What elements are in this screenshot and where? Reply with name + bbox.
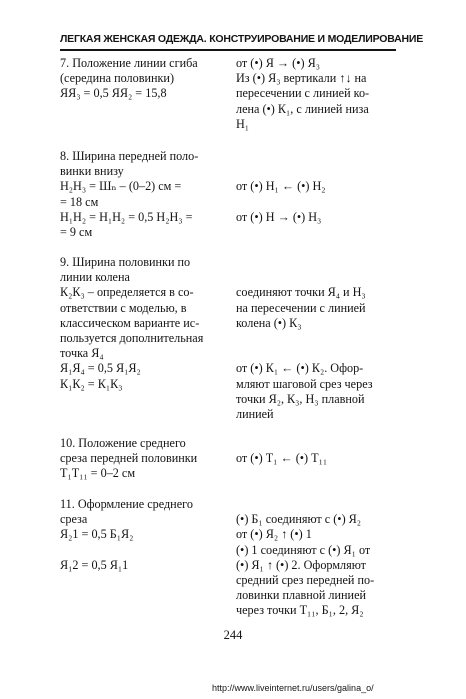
footer-url: http://www.liveinternet.ru/users/galina_o/	[212, 683, 374, 693]
s8-left-6: = 9 см	[60, 225, 93, 240]
s7-left-2: (середина половинки)	[60, 71, 175, 86]
s10-left-2: среза передней половинки	[60, 451, 198, 466]
section-10	[60, 436, 400, 482]
s11-right-8: через точки Т₁₁, Б₁, 2, Я₂	[236, 603, 364, 618]
s11-right-5: (•) Я₁ ↑ (•) 2. Оформляют	[236, 557, 366, 572]
s11-left-2: среза	[60, 512, 88, 527]
s9-left-3: К₂К₃ – определяется в со-	[60, 285, 194, 300]
s10-left-3: Т₁Т₁₁ = 0–2 см	[60, 466, 136, 481]
s9-right-5: колена (•) К₃	[236, 315, 302, 330]
page-number: 244	[223, 628, 243, 642]
s9-left-7: точка Я₄	[60, 346, 104, 361]
running-header: ЛЕГКАЯ ЖЕНСКАЯ ОДЕЖДА. КОНСТРУИРОВАНИЕ И МОДЕЛИРОВАНИЕ	[60, 33, 424, 45]
s11-right-2: (•) Б₁ соединяют с (•) Я₂	[236, 512, 362, 527]
s11-right-6: средний срез передней по-	[236, 573, 375, 588]
s11-left-5: Я₁2 = 0,5 Я₁1	[60, 557, 129, 572]
s8-left-4: = 18 см	[60, 194, 99, 209]
s7-right-3: пересечении с линией ко-	[236, 86, 370, 101]
s8-right-5: от (•) Н → (•) Н₃	[236, 209, 322, 224]
s7-right-2: Из (•) Я₃ вертикали ↑↓ на	[236, 71, 367, 86]
s9-left-4: ответствии с моделью, в	[60, 300, 187, 315]
s10-left-1: 10. Положение среднего	[60, 436, 186, 450]
s9-right-10: точки Я₂, К₃, Н₃ плавной	[236, 391, 365, 406]
section-7	[60, 56, 400, 132]
s8-left-3: Н₂Н₃ = Шₙ – (0–2) см =	[60, 179, 182, 194]
s9-right-4: на пересечении с линией	[236, 300, 366, 315]
s9-left-5: классическом варианте ис-	[60, 315, 200, 330]
s9-left-1: 9. Ширина половинки по	[60, 255, 191, 269]
header-rule	[60, 49, 396, 51]
s10-right-2: от (•) Т₁ ← (•) Т₁₁	[236, 451, 328, 466]
s8-left-5: Н₁Н₂ = Н₁Н₂ = 0,5 Н₂Н₃ =	[60, 209, 193, 224]
s9-left-6: пользуется дополнительная	[60, 331, 204, 346]
section-11	[60, 497, 400, 619]
s7-left-1: 7. Положение линии сгиба	[60, 56, 198, 70]
s11-left-1: 11. Оформление среднего	[60, 497, 193, 511]
s9-right-3: соединяют точки Я₄ и Н₃	[236, 285, 366, 300]
s9-right-11: линией	[236, 407, 274, 422]
s8-left-2: винки внизу	[60, 164, 124, 179]
s9-left-2: линии колена	[60, 270, 130, 285]
s11-right-7: ловинки плавной линией	[236, 588, 366, 603]
s9-right-9: мляют шаговой срез через	[236, 376, 373, 391]
s9-left-9: К₁К₂ = К₁К₃	[60, 376, 123, 391]
s11-right-4: (•) 1 соединяют с (•) Я₁ от	[236, 542, 371, 557]
s7-right-1: от (•) Я → (•) Я₃	[236, 56, 320, 70]
s11-right-3: от (•) Я₂ ↑ (•) 1	[236, 527, 312, 542]
s7-left-3: ЯЯ₃ = 0,5 ЯЯ₂ = 15,8	[60, 86, 167, 101]
section-9	[60, 255, 400, 422]
s11-left-3: Я₂1 = 0,5 Б₁Я₂	[60, 527, 134, 542]
s8-left-1: 8. Ширина передней поло-	[60, 149, 199, 163]
section-8	[60, 149, 400, 240]
s7-right-5: Н₁	[236, 116, 250, 131]
s7-right-4: лена (•) К₁, с линией низа	[236, 101, 369, 116]
s8-right-3: от (•) Н₁ ← (•) Н₂	[236, 179, 326, 194]
s9-left-8: Я₁Я₄ = 0,5 Я₁Я₂	[60, 361, 141, 376]
s9-right-8: от (•) К₁ ← (•) К₂. Офор-	[236, 361, 364, 376]
